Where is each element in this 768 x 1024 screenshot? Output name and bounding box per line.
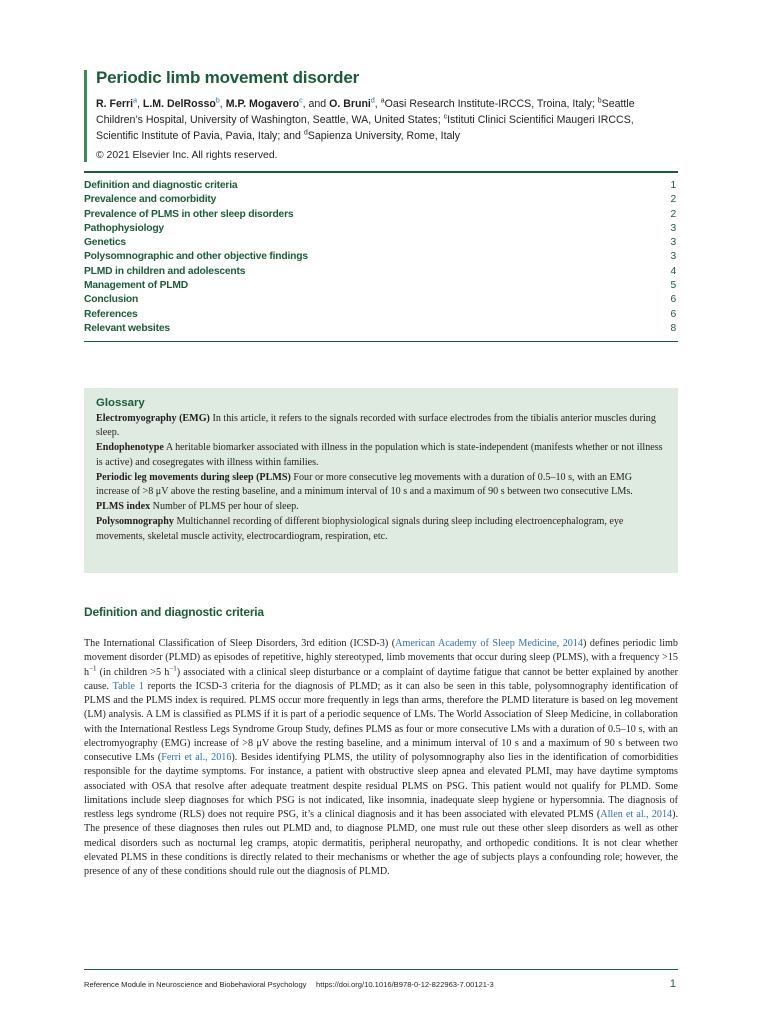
toc-page: 3	[670, 251, 676, 263]
header-accent-bar	[84, 70, 87, 162]
page-number: 1	[669, 978, 676, 990]
toc-label[interactable]: Management of PLMD	[84, 280, 188, 292]
toc-page: 2	[670, 194, 676, 206]
body-text-run: The International Classification of Sleep Disorders, 3rd edition (ICSD-3) (	[84, 638, 396, 649]
toc-row[interactable]	[84, 308, 678, 322]
toc-page: 8	[670, 322, 676, 334]
toc-page: 2	[670, 208, 676, 220]
toc-row[interactable]	[84, 193, 678, 207]
glossary-entries	[96, 412, 666, 544]
author-separator: ,	[137, 98, 143, 110]
affiliation-text: Seattle Children’s Hospital, University of Washington, Seattle, WA, United States;	[96, 98, 635, 126]
toc-row[interactable]	[84, 279, 678, 293]
toc-label[interactable]: Conclusion	[84, 294, 139, 306]
body-text-run: (in children >5 h	[96, 666, 170, 678]
author-name: O. Bruni	[329, 98, 371, 110]
page-footer	[84, 969, 678, 990]
superscript: −1	[169, 664, 177, 673]
glossary-term: Polysomnography	[96, 516, 174, 528]
toc-page: 5	[670, 280, 676, 292]
toc-label[interactable]: PLMD in children and adolescents	[84, 265, 246, 277]
footer-doi-link[interactable]: https://doi.org/10.1016/B978-0-12-822963-7.00121-3	[316, 980, 494, 989]
toc-page: 3	[670, 222, 676, 234]
glossary-title: Glossary	[96, 397, 145, 409]
toc-page: 6	[670, 308, 676, 320]
toc-row[interactable]	[84, 322, 678, 336]
affiliation-mark: c	[443, 113, 448, 121]
glossary-definition: Number of PLMS per hour of sleep.	[152, 501, 299, 513]
toc-label[interactable]: Pathophysiology	[84, 222, 164, 234]
body-text-run: reports the ICSD-3 criteria for the diagnosis of PLMD; as it can also be seen in this table, polysomnography identification of PLMS and the PLMS index is required. PLMS occur more frequently in legs than arms, therefore the PLMD literature is based on leg movement (LM) analysis. A LM is classified as PLMS if it is part of a periodic sequence of LMs. The World Association of Sleep Medicine, in collaboration with the International Restless Legs Syndrome Group Study, defines PLMS as four or more consecutive LMs with a duration of 0.5–10 s, with an electromyography (EMG) increase of >8 μV above the resting baseline, and a minimum interval of 10 s and a maximum of 90 s between two consecutive LMs (	[84, 680, 679, 763]
glossary-term: Electromyography (EMG)	[96, 413, 210, 424]
author-affiliations	[96, 96, 678, 144]
article-header	[84, 68, 678, 164]
author-affiliation-mark[interactable]: b	[215, 97, 220, 105]
toc-page: 4	[670, 265, 676, 277]
glossary-entry	[96, 471, 666, 499]
glossary-term: Periodic leg movements during sleep (PLMS)	[96, 471, 291, 483]
glossary-definition: In this article, it refers to the signals recorded with surface electrodes from the tibialis anterior muscles during sleep.	[96, 413, 656, 439]
toc-row[interactable]	[84, 179, 678, 193]
citation-link[interactable]: Allen et al., 2014	[600, 809, 673, 820]
author-affiliation-mark[interactable]: d	[370, 97, 375, 105]
toc-page: 3	[670, 237, 676, 249]
author-affiliation-mark[interactable]: a	[133, 97, 137, 105]
citation-link[interactable]: American Academy of Sleep Medicine, 2014	[395, 638, 583, 649]
toc-row[interactable]	[84, 222, 678, 236]
glossary-definition: A heritable biomarker associated with illness in the population which is state-independent (manifests whether or not illness is active) and cosegregates with illness within families.	[96, 442, 663, 468]
body-paragraph	[84, 637, 678, 879]
citation-link[interactable]: Table 1	[112, 680, 144, 692]
glossary-definition: Multichannel recording of different biophysiological signals during sleep including electroencephalogram, eye movements, skeletal muscle activity, electrocardiogram, respiration, etc.	[96, 516, 624, 542]
toc-label[interactable]: Polysomnographic and other objective findings	[84, 251, 308, 263]
author-name: R. Ferri	[96, 98, 134, 110]
author-affiliation-mark[interactable]: c	[299, 97, 303, 105]
toc-row[interactable]	[84, 250, 678, 264]
glossary-entry	[96, 515, 666, 543]
author-separator: ,	[219, 98, 226, 110]
author-separator: , and	[302, 98, 330, 110]
glossary-entry	[96, 500, 666, 514]
affiliation-mark: d	[303, 129, 308, 137]
toc-row[interactable]	[84, 265, 678, 279]
superscript: −1	[89, 664, 97, 673]
body-text-run: ) defines periodic limb movement disorder (PLMD) as episodes of repetitive, highly stereotyped, limb movements that occur during sleep (PLMS), with a frequency >15 h	[84, 638, 678, 678]
author-list: R. Ferri$^a$, L.M. DelRosso$^b$, M.P. Mogavero$^c$, and O. Bruni$^d$,	[96, 97, 381, 110]
body-text-run: ) associated with a clinical sleep disturbance or a complaint of daytime fatigue that cannot be better explained by another cause.	[84, 666, 678, 692]
glossary-definition: Four or more consecutive leg movements with a duration of 0.5–10 s, with an EMG increase of >8 μV above the resting baseline, and a minimum interval of 10 s and a maximum of 90 s between two consecutive LMs.	[96, 471, 633, 498]
toc-label[interactable]: Prevalence and comorbidity	[84, 194, 217, 206]
article-title: Periodic limb movement disorder	[96, 68, 360, 87]
affiliation-mark: b	[597, 97, 602, 105]
footer-journal: Reference Module in Neuroscience and Biobehavioral Psychology	[84, 980, 307, 989]
toc-row[interactable]	[84, 293, 678, 307]
section-heading: Definition and diagnostic criteria	[84, 605, 264, 619]
toc-row[interactable]	[84, 236, 678, 250]
toc-label[interactable]: Relevant websites	[84, 322, 170, 334]
affiliation-text: Sapienza University, Rome, Italy	[307, 130, 461, 142]
glossary-entry	[96, 441, 666, 469]
glossary-term: Endophenotype	[96, 442, 164, 454]
toc-label[interactable]: References	[84, 308, 138, 320]
toc-row[interactable]	[84, 208, 678, 222]
author-name: M.P. Mogavero	[225, 98, 300, 110]
body-text-run: ). Besides identifying PLMS, the utility of polysomnography also lies in the identification of comorbidities responsible for the daytime symptoms. For instance, a patient with obstructive sleep apnea and elevated PLMI, may have daytime symptoms associated with OSA that resolve after adequate treatment despite residual PLMS on PSG. This patient would not qualify for PLMD. Some limitations include sleep diagnoses for which PSG is not indicated, like insomnia, inadequate sleep hygiene or hypersomnia. The diagnosis of restless legs syndrome (RLS) does not require PSG, it’s a clinical diagnosis and it has been associated with elevated PLMS (	[84, 752, 679, 820]
glossary-entry	[96, 412, 666, 440]
affiliation-text: Oasi Research Institute-IRCCS, Troina, Italy;	[384, 98, 598, 110]
toc-label[interactable]: Genetics	[84, 237, 126, 249]
toc-label[interactable]: Prevalence of PLMS in other sleep disorders	[84, 208, 294, 220]
toc-page: 6	[670, 294, 676, 306]
body-text-run: ). The presence of these diagnoses then rules out PLMD and, to diagnose PLMD, one must rule out these other sleep disorders as well as other medical disorders such as nocturnal leg cramps, atopic dermatitis, peripheral neuropathy, and orthopedic conditions. It is not clear whether elevated PLMS in these conditions is directly related to their mechanisms or whether the age of subjects plays a confounding role; however, the presence of any of these conditions should rule out the diagnosis of PLMD.	[84, 809, 678, 877]
glossary-term: PLMS index	[96, 501, 151, 513]
table-of-contents	[84, 171, 678, 342]
affiliation-mark: a	[380, 97, 385, 105]
glossary-box	[84, 388, 678, 573]
toc-page: 1	[670, 180, 676, 191]
citation-link[interactable]: Ferri et al., 2016	[161, 752, 232, 763]
author-name: L.M. DelRosso	[142, 98, 216, 110]
toc-label[interactable]: Definition and diagnostic criteria	[84, 180, 238, 191]
copyright-notice: © 2021 Elsevier Inc. All rights reserved.	[96, 150, 278, 161]
affiliation-text: Istituti Clinici Scientifici Maugeri IRCCS, Scientific Institute of Pavia, Pavia, Italy; and	[96, 114, 634, 142]
